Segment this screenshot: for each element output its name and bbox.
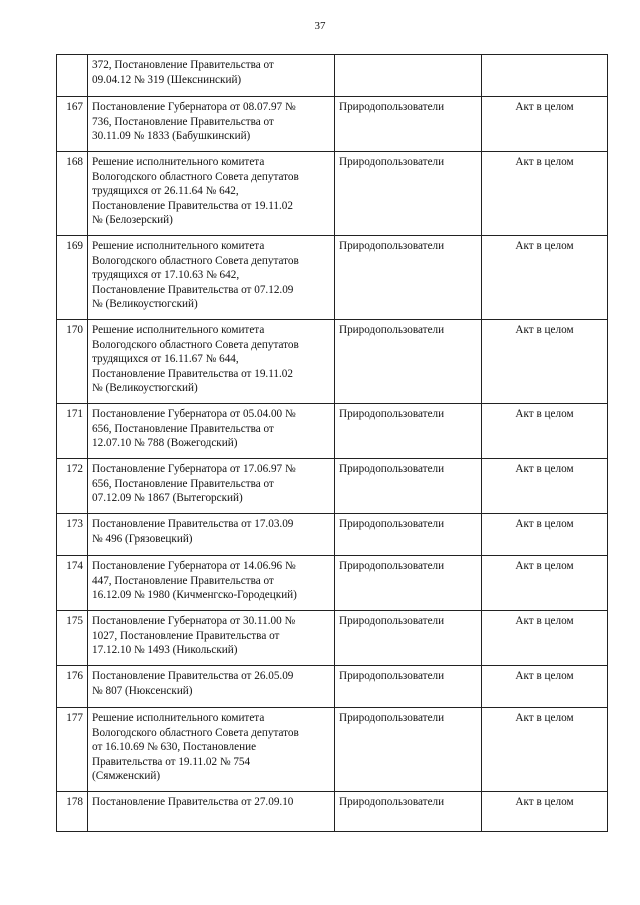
table-body	[57, 55, 608, 832]
table-row	[57, 514, 608, 556]
act-details-line: Решение исполнительного комитета	[92, 712, 265, 724]
table-row	[57, 152, 608, 236]
act-details-line: № (Белозерский)	[92, 214, 173, 227]
table-row	[57, 459, 608, 514]
scope-cell: Акт в целом	[482, 152, 608, 236]
scope-cell: Акт в целом	[482, 556, 608, 611]
act-details-line: Решение исполнительного комитета	[92, 324, 265, 336]
subject-cell: Природопользователи	[335, 152, 482, 236]
act-details-line: 16.12.09 № 1980 (Кичменгско-Городецкий)	[92, 589, 297, 602]
act-details-line: Постановление Правительства от 27.09.10	[92, 796, 294, 808]
act-details	[88, 152, 335, 236]
act-details	[88, 666, 335, 708]
act-details	[88, 514, 335, 556]
scope-cell: Акт в целом	[482, 97, 608, 152]
scope-cell: Акт в целом	[482, 236, 608, 320]
row-number: 167	[57, 97, 88, 152]
act-details-line: № (Великоустюгский)	[92, 382, 198, 395]
row-number: 168	[57, 152, 88, 236]
scope-cell	[482, 55, 608, 97]
act-details-line: № 496 (Грязовецкий)	[92, 532, 193, 545]
act-details	[88, 236, 335, 320]
table-row	[57, 404, 608, 459]
subject-cell: Природопользователи	[335, 320, 482, 404]
table-row	[57, 792, 608, 832]
act-details-line: 12.07.10 № 788 (Вожегодский)	[92, 437, 238, 450]
acts-table	[56, 54, 608, 832]
row-number: 170	[57, 320, 88, 404]
act-details-line: Решение исполнительного комитета	[92, 156, 265, 168]
scope-cell: Акт в целом	[482, 611, 608, 666]
act-details-line: Постановление Правительства от 17.03.09	[92, 518, 294, 530]
act-details-line: Постановление Губернатора от 17.06.97 №	[92, 463, 296, 475]
act-details	[88, 320, 335, 404]
act-details-line: 17.12.10 № 1493 (Никольский)	[92, 644, 238, 657]
subject-cell: Природопользователи	[335, 459, 482, 514]
subject-cell: Природопользователи	[335, 708, 482, 792]
scope-cell: Акт в целом	[482, 459, 608, 514]
act-details-line: Постановление Правительства от 07.12.09	[92, 283, 294, 296]
row-number: 172	[57, 459, 88, 514]
row-number: 173	[57, 514, 88, 556]
act-details-line: Решение исполнительного комитета	[92, 240, 265, 252]
act-details-line: от 16.10.69 № 630, Постановление	[92, 741, 257, 754]
act-details-line: Постановление Губернатора от 08.07.97 №	[92, 101, 296, 113]
scope-cell: Акт в целом	[482, 514, 608, 556]
row-number: 174	[57, 556, 88, 611]
act-details-line: 1027, Постановление Правительства от	[92, 629, 280, 642]
row-number: 169	[57, 236, 88, 320]
act-details	[88, 55, 335, 97]
act-details-line: Постановление Губернатора от 30.11.00 №	[92, 615, 296, 627]
act-details-line: трудящихся от 26.11.64 № 642,	[92, 185, 239, 198]
act-details-line: Вологодского областного Совета депутатов	[92, 254, 299, 267]
act-details	[88, 708, 335, 792]
act-details-line: 736, Постановление Правительства от	[92, 115, 274, 128]
scope-cell: Акт в целом	[482, 666, 608, 708]
subject-cell: Природопользователи	[335, 236, 482, 320]
act-details-line: трудящихся от 17.10.63 № 642,	[92, 269, 240, 282]
act-details-line: № 807 (Нюксенский)	[92, 684, 193, 697]
act-details-line: Постановление Правительства от 19.11.02	[92, 199, 293, 212]
table-row	[57, 666, 608, 708]
act-details	[88, 404, 335, 459]
act-details-line: трудящихся от 16.11.67 № 644,	[92, 353, 239, 366]
act-details	[88, 611, 335, 666]
table-row	[57, 236, 608, 320]
act-details	[88, 459, 335, 514]
subject-cell: Природопользователи	[335, 611, 482, 666]
act-details	[88, 97, 335, 152]
act-details-line: 09.04.12 № 319 (Шекснинский)	[92, 73, 242, 86]
act-details-line: № (Великоустюгский)	[92, 298, 198, 311]
act-details	[88, 792, 335, 832]
act-details-line: Правительства от 19.11.02 № 754	[92, 755, 251, 768]
row-number: 171	[57, 404, 88, 459]
scope-cell: Акт в целом	[482, 320, 608, 404]
act-details-line: Постановление Правительства от 19.11.02	[92, 367, 293, 380]
table-row	[57, 320, 608, 404]
act-details-line: Постановление Губернатора от 05.04.00 №	[92, 408, 296, 420]
row-number: 175	[57, 611, 88, 666]
act-details-line: Вологодского областного Совета депутатов	[92, 170, 299, 183]
subject-cell: Природопользователи	[335, 514, 482, 556]
subject-cell: Природопользователи	[335, 666, 482, 708]
act-details-line: 656, Постановление Правительства от	[92, 477, 274, 490]
subject-cell: Природопользователи	[335, 792, 482, 832]
table-row	[57, 556, 608, 611]
subject-cell: Природопользователи	[335, 97, 482, 152]
subject-cell	[335, 55, 482, 97]
row-number: 176	[57, 666, 88, 708]
scope-cell: Акт в целом	[482, 708, 608, 792]
row-number: 177	[57, 708, 88, 792]
act-details-line: Вологодского областного Совета депутатов	[92, 338, 299, 351]
page-number: 37	[314, 20, 326, 32]
subject-cell: Природопользователи	[335, 404, 482, 459]
act-details-line: 447, Постановление Правительства от	[92, 574, 274, 587]
act-details-line: 372, Постановление Правительства от	[92, 59, 274, 71]
table-row	[57, 97, 608, 152]
act-details-line: Постановление Губернатора от 14.06.96 №	[92, 560, 296, 572]
act-details-line: Вологодского областного Совета депутатов	[92, 726, 299, 739]
act-details-line: 656, Постановление Правительства от	[92, 422, 274, 435]
act-details-line: 07.12.09 № 1867 (Вытегорский)	[92, 492, 243, 505]
scope-cell: Акт в целом	[482, 792, 608, 832]
scope-cell: Акт в целом	[482, 404, 608, 459]
table-row	[57, 611, 608, 666]
table-row	[57, 708, 608, 792]
act-details	[88, 556, 335, 611]
act-details-line: (Сямженский)	[92, 770, 161, 783]
act-details-line: Постановление Правительства от 26.05.09	[92, 670, 294, 682]
row-number: 178	[57, 792, 88, 832]
table-row	[57, 55, 608, 97]
row-number	[57, 55, 88, 97]
act-details-line: 30.11.09 № 1833 (Бабушкинский)	[92, 130, 251, 143]
subject-cell: Природопользователи	[335, 556, 482, 611]
